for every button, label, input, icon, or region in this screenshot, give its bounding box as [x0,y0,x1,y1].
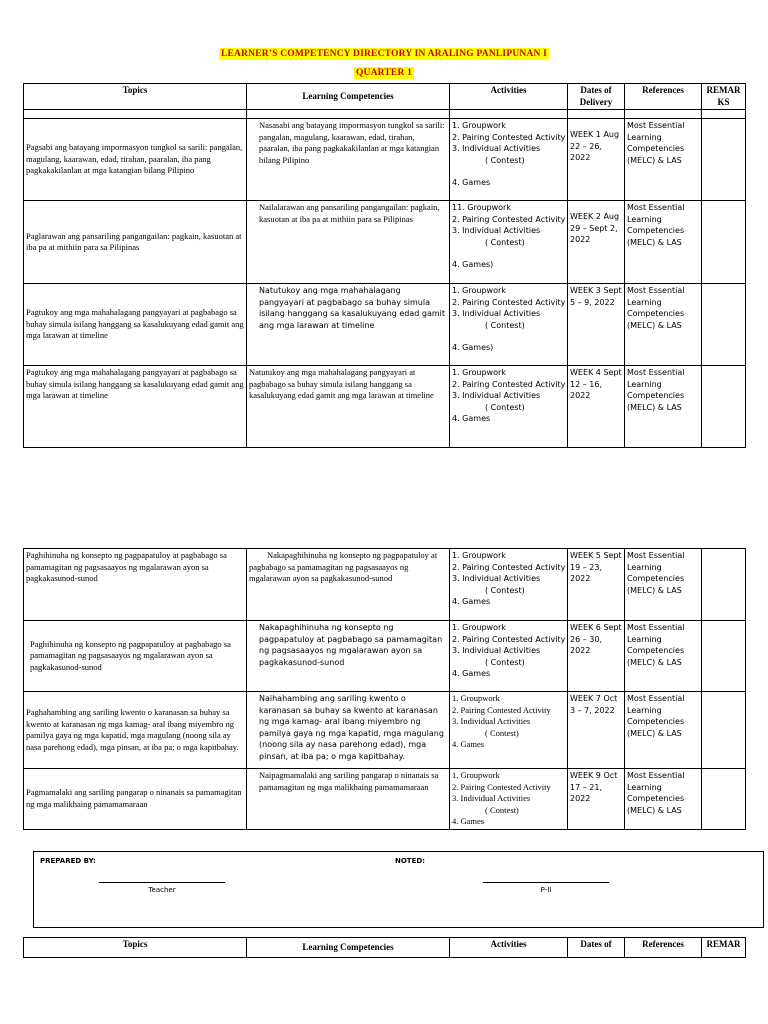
header-topics: Topics [24,938,247,958]
date-cell: WEEK 7 Oct 3 – 7, 2022 [568,692,625,769]
activities-cell: 1. Groupwork 2. Pairing Contested Activity 3. Individual Activities ( Contest) 4. Games [450,621,568,692]
competency-cell: Nakapaghihinuha ng konsepto ng pagpapatuloy at pagbabago sa pamamagitan ng pagsasaayos ng mgalarawan ayon sa pagkakasunod-sunod [247,549,450,621]
table-row [24,284,746,366]
title-line-2: QUARTER 1 [355,68,413,78]
date-cell: WEEK 1 Aug 22 – 26, 2022 [568,119,625,201]
header-topics: Topics [24,84,247,110]
competency-table-3 [23,937,746,958]
competency-cell: Natutukoy ang mga mahahalagang pangyayari at pagbabago sa buhay simula isilang hanggang sa kasalukuyang edad gamit ang mga larawan at timeline [247,366,450,448]
table-row [24,549,746,621]
remarks-cell [702,284,746,366]
title-line-1: LEARNER’S COMPETENCY DIRECTORY IN ARALING PANLIPUNAN I [220,49,548,59]
header-competencies: Learning Competencies [247,84,450,110]
activities-cell: 1. Groupwork 2. Pairing Contested Activity 3. Individual Activities ( Contest) 4. Games) [450,284,568,366]
activities-cell: 1. Groupwork 2. Pairing Contested Activity 3. Individual Activities ( Contest) 4. Games [450,119,568,201]
remarks-cell [702,366,746,448]
principal-label: P-II [540,886,552,894]
prepared-by-label: PREPARED BY: [40,857,96,865]
topic-cell: Pagtukoy ang mga mahahalagang pangyayari at pagbabago sa buhay simula isilang hanggang sa kasalukuyang edad gamit ang mga larawan at timeline [24,366,247,448]
reference-cell: Most Essential Learning Competencies (MELC) & LAS [625,284,702,366]
header-competencies: Learning Competencies [247,938,450,958]
reference-cell: Most Essential Learning Competencies (MELC) & LAS [625,621,702,692]
competency-cell: Natutukoy ang mga mahahalagang pangyayari at pagbabago sa buhay simula isilang hanggang sa kasalukuyang edad gamit ang mga larawan at timeline [247,284,450,366]
activities-cell: 1. Groupwork 2. Pairing Contested Activity 3. Individual Activities ( Contest) 4. Games [450,769,568,830]
topic-cell: Paghihinuha ng konsepto ng pagpapatuloy at pagbabago sa pamamagitan ng pagsasaayos ng mgalarawan ayon sa pagkakasunod-sunod [24,549,247,621]
table-row [24,769,746,830]
activities-cell: 1. Groupwork 2. Pairing Contested Activity 3. Individual Activities ( Contest) 4. Games [450,366,568,448]
date-cell: WEEK 4 Sept 12 – 16, 2022 [568,366,625,448]
table-1-spacer-row [24,110,746,119]
topic-cell: Paghahambing ang sariling kwento o karanasan sa buhay sa kwento at karanasan ng mga kamag- aral ibang miyembro ng pamilya gaya ng mga kapatid, mga magulang (noong sila ay nasa parehong edad), mga pinsan, at iba pa; o mga kapitbahay. [24,692,247,769]
activities-cell: 1. Groupwork 2. Pairing Contested Activity 3. Individual Activities ( Contest) 4. Games [450,692,568,769]
competency-cell: Naihahambing ang sariling kwento o karanasan sa buhay sa kwento at karanasan ng mga kamag- aral ibang miyembro ng pamilya gaya ng mga kapatid, mga magulang (noong sila ay nasa parehong edad), mga pinsan, at iba pa; o mga kapitbahay. [247,692,450,769]
remarks-cell [702,119,746,201]
remarks-cell [702,769,746,830]
date-cell: WEEK 3 Sept 5 – 9, 2022 [568,284,625,366]
date-cell: WEEK 9 Oct 17 – 21, 2022 [568,769,625,830]
date-cell: WEEK 5 Sept 19 – 23, 2022 [568,549,625,621]
table-row [24,119,746,201]
header-references: References [625,84,702,110]
reference-cell: Most Essential Learning Competencies (MELC) & LAS [625,692,702,769]
header-dates: Dates of [568,938,625,958]
competency-cell: Nakapaghihinuha ng konsepto ng pagpapatuloy at pagbabago sa pamamagitan ng pagsasaayos ng mgalarawan ayon sa pagkakasunod-sunod [247,621,450,692]
header-activities: Activities [450,84,568,110]
competency-cell: Nailalarawan ang pansariling pangangailan: pagkain, kasuotan at iba pa at mithiin para sa Pilipinas [247,201,450,284]
teacher-label: Teacher [148,886,176,894]
topic-cell: Paglarawan ang pansariling pangangailan: pagkain, kasuotan at iba pa at mithiin para sa Pilipinas [24,201,247,284]
table-row [24,692,746,769]
header-remarks: REMAR KS [702,84,746,110]
reference-cell: Most Essential Learning Competencies (MELC) & LAS [625,119,702,201]
table-row [24,201,746,284]
document-title [0,43,768,81]
header-dates: Dates of Delivery [568,84,625,110]
remarks-cell [702,692,746,769]
principal-signature-line [483,882,609,883]
competency-cell: Nasasabi ang batayang impormasyon tungkol sa sarili: pangalan, magulang, kaarawan, edad, tirahan, paaralan, iba pang pagkakakilanlan at mga katangian bilang Pilipino [247,119,450,201]
reference-cell: Most Essential Learning Competencies (MELC) & LAS [625,366,702,448]
topic-cell: Pagmamalaki ang sariling pangarap o ninanais sa pamamagitan ng mga malikhaing pamamamaraan [24,769,247,830]
topic-cell: Paghihinuha ng konsepto ng pagpapatuloy at pagbabago sa pamamagitan ng pagsasaayos ng mgalarawan ayon sa pagkakasunod-sunod [24,621,247,692]
table-row [24,366,746,448]
topic-cell: Pagtukoy ang mga mahahalagang pangyayari at pagbabago sa buhay simula isilang hanggang sa kasalukuyang edad gamit ang mga larawan at timeline [24,284,247,366]
competency-table-2 [23,548,746,830]
topic-cell: Pagsabi ang batayang impormasyon tungkol sa sarili: pangalan, magulang, kaarawan, edad, tirahan, paaralan, iba pang pagkakakilanlan at mga katangian bilang Pilipino [24,119,247,201]
table-row [24,621,746,692]
competency-table-1 [23,83,746,448]
header-activities: Activities [450,938,568,958]
signature-box [33,851,764,928]
table-3-header-row [24,938,746,958]
date-cell: WEEK 2 Aug 29 – Sept 2, 2022 [568,201,625,284]
teacher-signature-line [99,882,225,883]
reference-cell: Most Essential Learning Competencies (MELC) & LAS [625,201,702,284]
reference-cell: Most Essential Learning Competencies (MELC) & LAS [625,549,702,621]
activities-cell: 1. Groupwork 2. Pairing Contested Activity 3. Individual Activities ( Contest) 4. Games [450,549,568,621]
activities-cell: 11. Groupwork 2. Pairing Contested Activity 3. Individual Activities ( Contest) 4. Games) [450,201,568,284]
reference-cell: Most Essential Learning Competencies (MELC) & LAS [625,769,702,830]
header-remarks: REMAR [702,938,746,958]
header-references: References [625,938,702,958]
date-cell: WEEK 6 Sept 26 – 30, 2022 [568,621,625,692]
competency-cell: Naipagmamalaki ang sariling pangarap o ninanais sa pamamagitan ng mga malikhaing pamamamaraan [247,769,450,830]
remarks-cell [702,549,746,621]
table-1-header-row [24,84,746,110]
remarks-cell [702,201,746,284]
noted-label: NOTED: [395,857,425,865]
remarks-cell [702,621,746,692]
